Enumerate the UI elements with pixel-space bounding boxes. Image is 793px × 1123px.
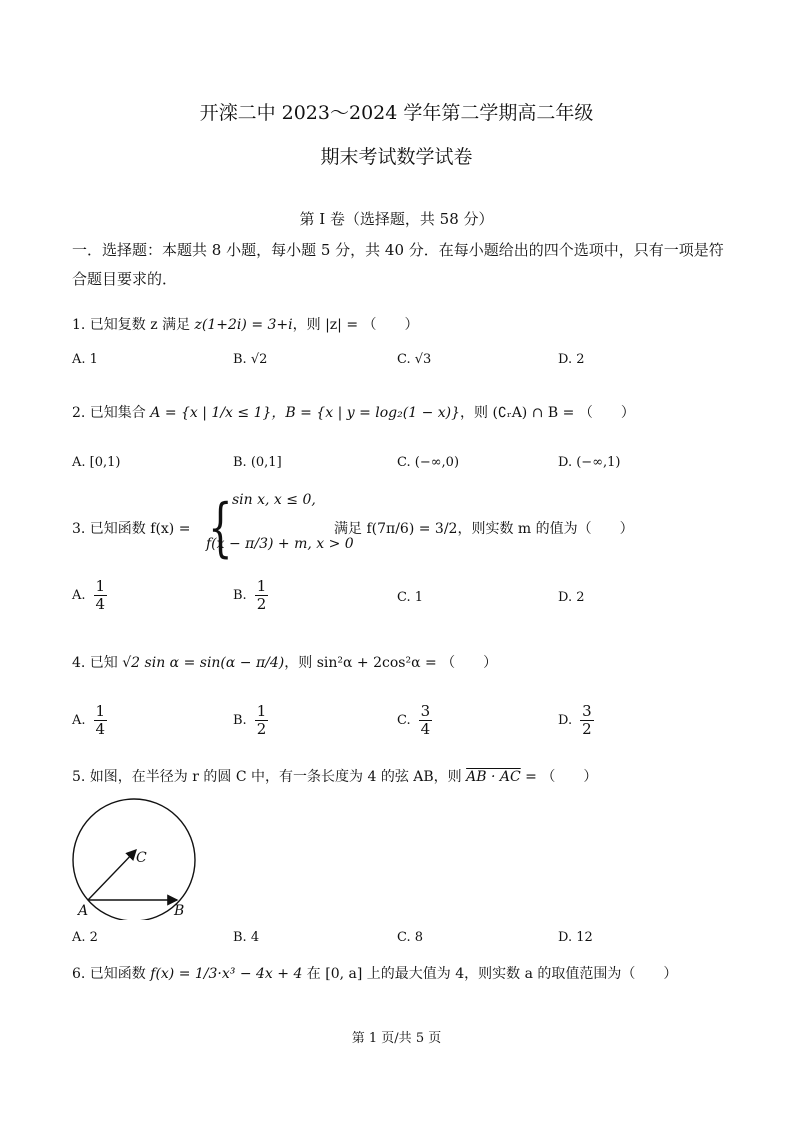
question-1-stem <box>72 314 419 334</box>
q4-option-b-label: B. <box>233 713 247 728</box>
q2-option-d[interactable]: D. (−∞,1) <box>558 455 621 470</box>
q3-option-a[interactable] <box>72 578 107 613</box>
q3-brace: { <box>208 491 233 565</box>
label-c: C <box>136 850 147 866</box>
q3-option-b[interactable] <box>233 578 268 613</box>
exam-title-line2: 期末考试数学试卷 <box>320 146 473 168</box>
q3-option-c-text: 1 <box>414 590 424 605</box>
q5-option-d[interactable]: D. 12 <box>558 930 593 945</box>
q3-a-num: 1 <box>95 577 106 595</box>
q4-a-num: 1 <box>95 702 106 720</box>
section-title: 第 I 卷（选择题，共 58 分） <box>299 210 494 228</box>
question-4-stem <box>72 652 497 672</box>
q2-option-a[interactable]: A. [0,1) <box>72 455 121 470</box>
q2-suffix: ，则 (∁ᵣA) ∩ B = （ ） <box>460 405 635 421</box>
q4-c-num: 3 <box>420 702 431 720</box>
q4-a-den: 4 <box>95 720 106 738</box>
q5-option-c[interactable]: C. 8 <box>397 930 424 945</box>
q2-option-c[interactable]: C. (−∞,0) <box>397 455 460 470</box>
q3-option-b-label: B. <box>233 588 247 603</box>
vector-ac <box>88 850 136 900</box>
q3-option-d[interactable] <box>558 590 585 605</box>
q4-option-b-frac <box>255 703 269 738</box>
q4-suffix: ，则 sin²α + 2cos²α = （ ） <box>284 655 498 671</box>
q5-option-a[interactable]: A. 2 <box>72 930 98 945</box>
q4-option-c-frac <box>419 703 433 738</box>
q1-math: z(1+2i) = 3+i <box>194 317 293 333</box>
question-5-stem <box>72 766 597 786</box>
instructions: 一．选择题：本题共 8 小题，每小题 5 分，共 40 分．在每小题给出的四个选项中，只有一项是符合题目要求的． <box>72 241 724 288</box>
q4-option-d[interactable] <box>558 703 594 738</box>
q4-option-c-label: C. <box>397 713 411 728</box>
q4-option-a-label: A. <box>72 713 86 728</box>
q1-suffix: ，则 |z| = （ ） <box>292 317 419 333</box>
q4-math: √2 sin α = sin(α − π/4) <box>122 655 285 671</box>
circle-diagram <box>68 796 200 920</box>
circle-figure <box>68 796 200 924</box>
q6-suffix: 在 [0, a] 上的最大值为 4，则实数 a 的取值范围为（ ） <box>302 966 678 982</box>
q1-option-d[interactable]: D. 2 <box>558 352 585 367</box>
q2-prefix: 2. 已知集合 <box>72 405 151 421</box>
q5-math: AB · AC <box>466 769 521 785</box>
circle-outline <box>73 799 195 920</box>
q4-b-num: 1 <box>256 702 267 720</box>
q4-option-c[interactable] <box>397 703 432 738</box>
q3-option-d-label: D. <box>558 590 573 605</box>
q3-option-a-label: A. <box>72 588 86 603</box>
q3-option-a-frac <box>94 578 108 613</box>
q4-option-d-frac <box>580 703 594 738</box>
q2-math: A = {x | 1/x ≤ 1}，B = {x | y = log₂(1 − x)} <box>150 405 461 421</box>
page-footer: 第 1 页/共 5 页 <box>351 1031 442 1046</box>
q4-b-den: 2 <box>256 720 267 738</box>
q5-prefix: 5. 如图，在半径为 r 的圆 C 中，有一条长度为 4 的弦 AB，则 <box>72 769 467 785</box>
q1-option-b[interactable]: B. √2 <box>233 352 268 367</box>
q4-option-a-frac <box>94 703 108 738</box>
q4-c-den: 4 <box>420 720 431 738</box>
q2-option-b[interactable]: B. (0,1] <box>233 455 282 470</box>
q3-prefix: 3. 已知函数 f(x) = <box>72 521 191 537</box>
q3-option-c-label: C. <box>397 590 411 605</box>
q4-option-b[interactable] <box>233 703 268 738</box>
q1-option-c[interactable]: C. √3 <box>397 352 432 367</box>
q5-suffix: = （ ） <box>520 769 598 785</box>
exam-title-line1: 开滦二中 2023～2024 学年第二学期高二年级 <box>199 102 594 124</box>
q3-case1: sin x, x ≤ 0, <box>232 492 316 508</box>
q1-prefix: 1. 已知复数 z 满足 <box>72 317 195 333</box>
question-2-stem <box>72 402 635 422</box>
q4-prefix: 4. 已知 <box>72 655 123 671</box>
q4-option-d-label: D. <box>558 713 573 728</box>
q6-prefix: 6. 已知函数 <box>72 966 151 982</box>
question-6-stem <box>72 963 677 983</box>
q1-option-a[interactable]: A. 1 <box>72 352 98 367</box>
label-b: B <box>174 903 185 919</box>
q5-option-b[interactable]: B. 4 <box>233 930 260 945</box>
q4-d-den: 2 <box>582 720 592 738</box>
q3-case2: f(x − π/3) + m, x > 0 <box>206 536 354 552</box>
q3-b-num: 1 <box>256 577 267 595</box>
label-a: A <box>78 903 89 919</box>
q3-option-d-text: 2 <box>576 590 585 605</box>
q3-option-c[interactable] <box>397 590 423 605</box>
q3-option-b-frac <box>255 578 269 613</box>
q4-option-a[interactable] <box>72 703 107 738</box>
q3-b-den: 2 <box>256 595 267 613</box>
q6-math: f(x) = 1/3·x³ − 4x + 4 <box>150 966 303 982</box>
q4-d-num: 3 <box>582 702 592 720</box>
q3-a-den: 4 <box>95 595 106 613</box>
q3-suffix: 满足 f(7π/6) = 3/2，则实数 m 的值为（ ） <box>334 521 634 537</box>
